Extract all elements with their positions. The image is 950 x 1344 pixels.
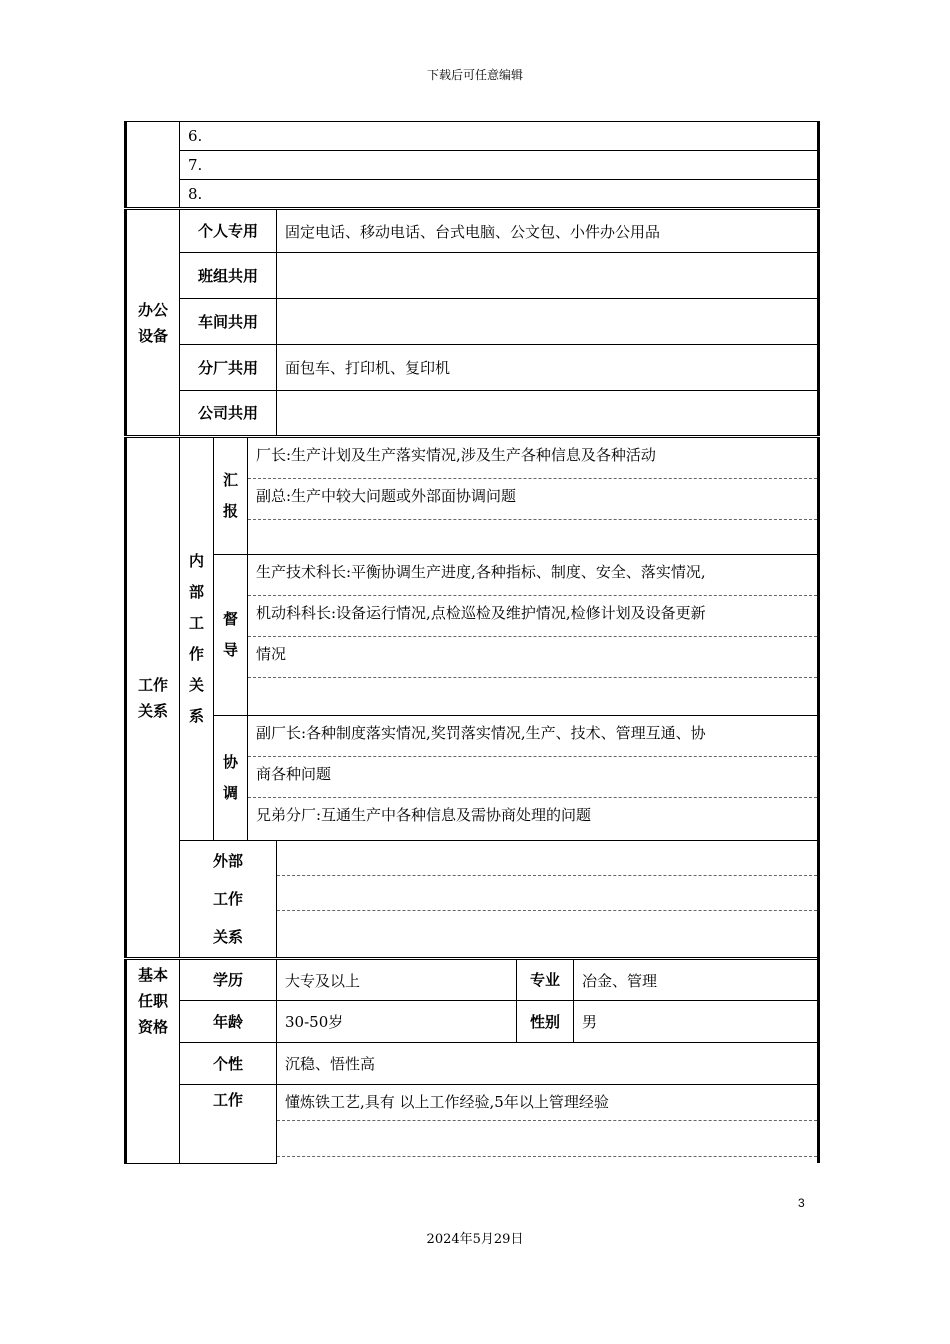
equipment-row-label: 班组共用: [180, 253, 277, 299]
work-experience-lines: [277, 1085, 819, 1164]
page-header: 下载后可任意编辑: [426, 68, 523, 82]
external-line: [277, 876, 817, 911]
age-value: 30-50岁: [277, 1001, 517, 1043]
equipment-row-value: [277, 391, 819, 437]
work-experience-label: 工作: [180, 1085, 277, 1164]
personality-label: 个性: [180, 1043, 277, 1085]
personality-value: 沉稳、悟性高: [277, 1043, 819, 1085]
footer-date: 2024年5月29日: [426, 1232, 524, 1247]
work-experience-line: 懂炼铁工艺,具有 以上工作经验,5年以上管理经验: [277, 1085, 817, 1121]
external-line: [277, 911, 817, 957]
page-number: 3: [798, 1196, 805, 1210]
numbered-item: 6.: [180, 122, 819, 151]
numbered-item: 7.: [180, 151, 819, 180]
equipment-row-label: 个人专用: [180, 209, 277, 253]
report-line: [248, 520, 817, 554]
age-label: 年龄: [180, 1001, 277, 1043]
external-lines: [277, 841, 819, 959]
education-label: 学历: [180, 959, 277, 1001]
equipment-row-value: [277, 253, 819, 299]
supervise-line: 生产技术科长:平衡协调生产进度,各种指标、制度、安全、落实情况,: [248, 555, 817, 596]
report-line: 副总:生产中较大问题或外部面协调问题: [248, 479, 817, 520]
supervise-lines: [248, 555, 819, 716]
gender-value: 男: [574, 1001, 819, 1043]
report-label: 汇 报: [214, 437, 248, 555]
coordinate-line: 兄弟分厂:互通生产中各种信息及需协商处理的问题: [256, 806, 592, 824]
external-line: [277, 841, 817, 876]
education-value: 大专及以上: [277, 959, 517, 1001]
external-relations-label: 外部 工作 关系: [180, 841, 277, 959]
supervise-line: 机动科科长:设备运行情况,点检巡检及维护情况,检修计划及设备更新: [248, 596, 817, 637]
coordinate-line: 商各种问题: [248, 757, 817, 798]
coordinate-line: 副厂长:各种制度落实情况,奖罚落实情况,生产、技术、管理互通、协: [248, 716, 817, 757]
job-description-table: [124, 121, 820, 1164]
equipment-row-value: 固定电话、移动电话、台式电脑、公文包、小件办公用品: [277, 209, 819, 253]
supervise-line: 情况: [248, 637, 817, 678]
equipment-row-value: 面包车、打印机、复印机: [277, 345, 819, 391]
coordinate-lines: [248, 716, 819, 841]
supervise-label: 督 导: [214, 555, 248, 716]
equipment-row-label: 分厂共用: [180, 345, 277, 391]
blank-section-cell: [126, 122, 180, 209]
internal-relations-label: 内 部 工 作 关 系: [180, 437, 214, 841]
numbered-item: 8.: [180, 180, 819, 209]
work-experience-line: [277, 1157, 817, 1163]
work-relations-label: 工作 关系: [126, 437, 180, 959]
supervise-line: [248, 678, 817, 715]
equipment-row-label: 公司共用: [180, 391, 277, 437]
major-label: 专业: [517, 959, 574, 1001]
coordinate-label: 协 调: [214, 716, 248, 841]
report-line: 厂长:生产计划及生产落实情况,涉及生产各种信息及各种活动: [248, 438, 817, 479]
report-lines: [248, 437, 819, 555]
office-equipment-label: 办公 设备: [126, 209, 180, 437]
equipment-row-label: 车间共用: [180, 299, 277, 345]
gender-label: 性别: [517, 1001, 574, 1043]
major-value: 冶金、管理: [574, 959, 819, 1001]
qualifications-label: 基本 任职 资格: [126, 959, 180, 1164]
work-experience-line: [277, 1121, 817, 1157]
equipment-row-value: [277, 299, 819, 345]
